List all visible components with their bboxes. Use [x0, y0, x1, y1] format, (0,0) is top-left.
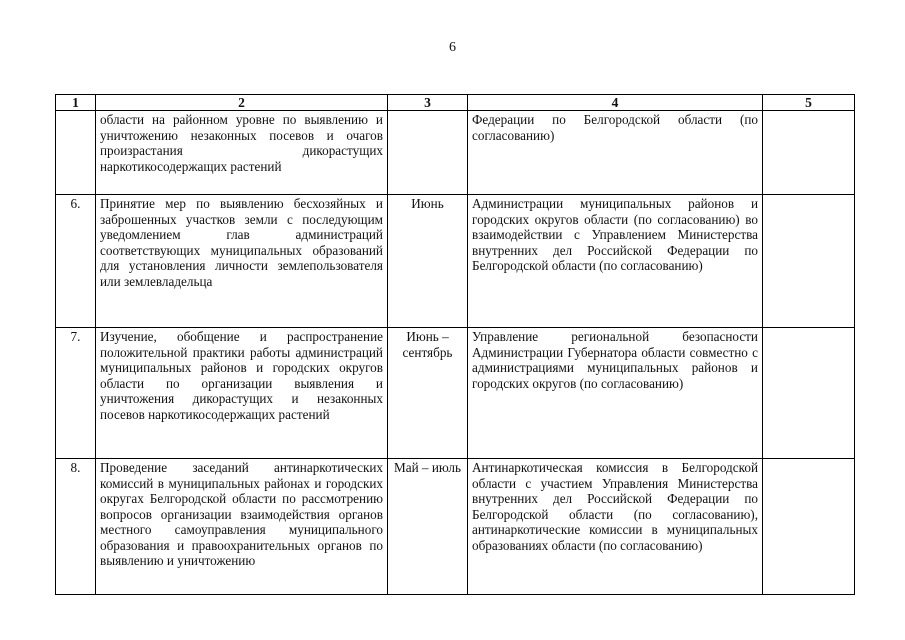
header-col-2: 2 — [96, 95, 388, 111]
row-term: Май – июль — [388, 459, 468, 595]
table-row — [56, 459, 855, 595]
row-term: Июнь — [388, 195, 468, 328]
row-note — [763, 111, 855, 195]
row-action: Изучение, обобщение и распространение положительной практики работы администраций муниципальных районов и городских округов области по организации выявления и уничтожения дикорастущих и незаконных посевов наркотикосодержащих растений — [96, 328, 388, 459]
table-row — [56, 328, 855, 459]
row-responsible: Администрации муниципальных районов и городских округов области (по согласованию) во взаимодействии с Управлением Министерства внутренних дел Российской Федерации по Белгородской области (по согласованию) — [468, 195, 763, 328]
row-responsible: Антинаркотическая комиссия в Белгородской области с участием Управления Министерства внутренних дел Российской Федерации по Белгородской области (по согласованию), антинаркотические комиссии в муниципальных образованиях области (по согласованию) — [468, 459, 763, 595]
header-col-5: 5 — [763, 95, 855, 111]
row-responsible: Федерации по Белгородской области (по согласованию) — [468, 111, 763, 195]
row-number: 7. — [56, 328, 96, 459]
row-action: Проведение заседаний антинаркотических комиссий в муниципальных районах и городских округах Белгородской области по рассмотрению вопросов организации взаимодействия органов местного самоуправления муниципального образования и правоохранительных органов по выявлению и уничтожению — [96, 459, 388, 595]
row-number: 6. — [56, 195, 96, 328]
row-action: Принятие мер по выявлению бесхозяйных и заброшенных участков земли с последующим уведомлением глав администраций соответствующих муниципальных образований для установления личности землепользователя или землевладельца — [96, 195, 388, 328]
row-note — [763, 459, 855, 595]
row-number: 8. — [56, 459, 96, 595]
row-term — [388, 111, 468, 195]
page-number: 6 — [449, 40, 456, 55]
row-responsible: Управление региональной безопасности Администрации Губернатора области совместно с администрациями муниципальных районов и городских округов (по согласованию) — [468, 328, 763, 459]
row-note — [763, 328, 855, 459]
action-plan-table — [55, 94, 855, 595]
row-note — [763, 195, 855, 328]
table-row — [56, 195, 855, 328]
header-col-3: 3 — [388, 95, 468, 111]
header-col-4: 4 — [468, 95, 763, 111]
table-row — [56, 111, 855, 195]
row-term: Июнь – сентябрь — [388, 328, 468, 459]
header-row — [56, 95, 855, 111]
header-col-1: 1 — [56, 95, 96, 111]
row-action: области на районном уровне по выявлению и уничтожению незаконных посевов и очагов произрастания дикорастущих наркотикосодержащих растений — [96, 111, 388, 195]
row-number — [56, 111, 96, 195]
